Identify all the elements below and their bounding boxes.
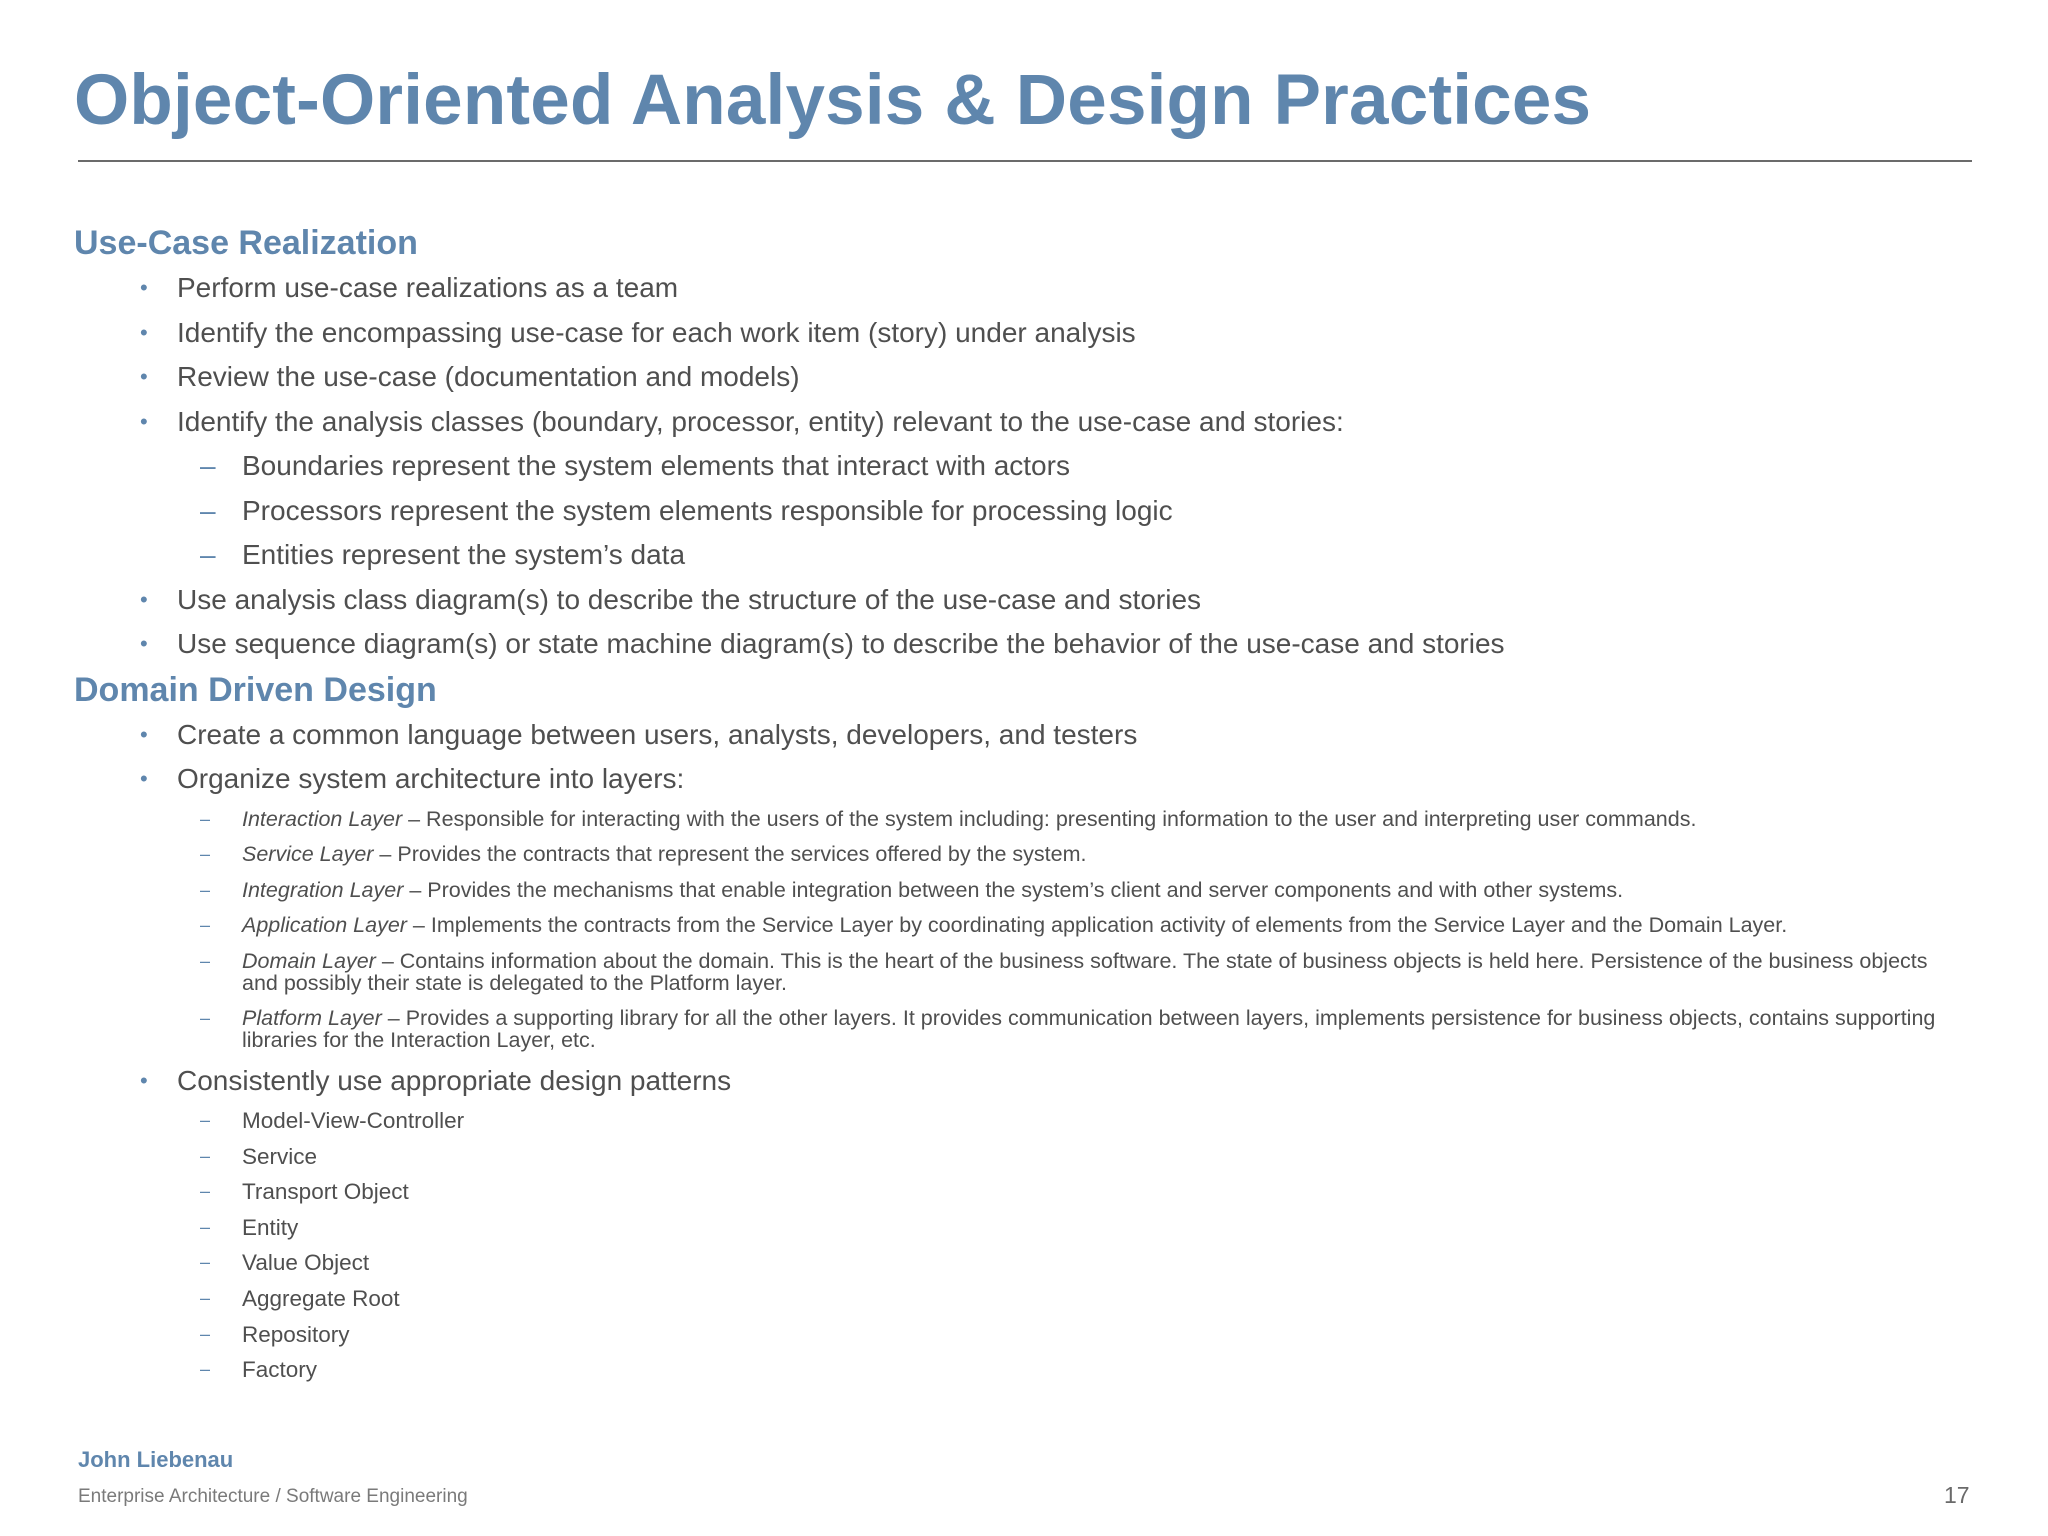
bullet-icon: •	[140, 319, 148, 345]
sub-item	[74, 489, 1974, 534]
bullet-icon: •	[140, 408, 148, 434]
pattern-item	[74, 1103, 1974, 1139]
layer-name: Platform Layer	[242, 1006, 382, 1030]
bullet-text: Consistently use appropriate design patterns	[177, 1064, 732, 1096]
bullet-item	[74, 1059, 1974, 1104]
sub-item-text: Processors represent the system elements responsible for processing logic	[242, 494, 1173, 526]
bullet-text: Use sequence diagram(s) or state machine diagram(s) to describe the behavior of the use-case and stories	[177, 628, 1505, 659]
patterns-sublist	[74, 1103, 1974, 1388]
pattern-text: Value Object	[242, 1250, 370, 1276]
layer-item	[74, 802, 1942, 838]
section-heading-ddd: Domain Driven Design	[74, 670, 437, 709]
bullet-item	[74, 355, 1974, 400]
layer-description: – Provides the contracts that represent the services offered by the system.	[373, 842, 1087, 866]
use-case-list-continued	[74, 578, 1974, 667]
layer-name: Domain Layer	[242, 948, 376, 973]
pattern-text: Entity	[242, 1214, 299, 1240]
pattern-text: Factory	[242, 1357, 318, 1383]
layer-item	[74, 944, 1942, 1002]
bullet-item	[74, 266, 1974, 311]
layer-name: Integration Layer	[242, 877, 404, 902]
dash-icon: –	[200, 950, 211, 971]
layer-item	[74, 1001, 1942, 1059]
bullet-icon: •	[140, 1067, 148, 1093]
pattern-item	[74, 1174, 1974, 1210]
bullet-item	[74, 400, 1974, 445]
dash-icon: –	[200, 1216, 211, 1237]
dash-icon: –	[200, 808, 211, 829]
bullet-item	[74, 757, 1974, 802]
layer-description: – Contains information about the domain. This is the heart of the business software. The state of business objects is held here. Persistence of the business objects and possibly their state is delegated to the Platform layer.	[242, 948, 1928, 995]
bullet-icon: •	[140, 766, 148, 791]
ddd-list	[74, 713, 1974, 802]
dash-icon: –	[200, 1252, 211, 1273]
bullet-text: Organize system architecture into layers:	[177, 763, 685, 794]
layers-sublist	[74, 802, 1974, 1059]
dash-icon: –	[200, 1181, 211, 1202]
pattern-item	[74, 1317, 1974, 1353]
dash-icon: –	[200, 844, 211, 864]
bullet-text: Identify the analysis classes (boundary, processor, entity) relevant to the use-case and stories:	[177, 405, 1344, 437]
bullet-icon: •	[140, 275, 148, 300]
dash-icon: –	[200, 450, 216, 481]
layer-description: – Provides a supporting library for all the other layers. It provides communication between layers, implements persistence for business objects, contains supporting libraries for the Interaction Layer, etc.	[242, 1006, 1936, 1052]
layer-description: – Implements the contracts from the Service Layer by coordinating application activity of elements from the Service Layer and the Domain Layer.	[406, 913, 1788, 937]
pattern-item	[74, 1281, 1974, 1317]
dash-icon: –	[200, 879, 211, 900]
dash-icon: –	[200, 915, 211, 935]
pattern-text: Repository	[242, 1321, 350, 1347]
pattern-item	[74, 1139, 1974, 1175]
pattern-text: Aggregate Root	[242, 1285, 400, 1311]
bullet-icon: •	[140, 586, 148, 612]
slide-title: Object-Oriented Analysis & Design Practices	[74, 61, 1592, 140]
layer-description: – Responsible for interacting with the users of the system including: presenting information to the user and interpreting user commands.	[402, 806, 1697, 831]
dash-icon: –	[200, 539, 216, 570]
layer-item	[74, 873, 1942, 909]
sub-item	[74, 533, 1974, 578]
footer-subtitle: Enterprise Architecture / Software Engineering	[78, 1486, 468, 1507]
dash-icon: –	[200, 494, 216, 526]
footer-author: John Liebenau	[78, 1447, 234, 1472]
bullet-text: Create a common language between users, analysts, developers, and testers	[177, 718, 1138, 750]
layer-item	[74, 908, 1942, 944]
bullet-text: Identify the encompassing use-case for each work item (story) under analysis	[177, 316, 1136, 348]
section-heading-use-case: Use-Case Realization	[74, 224, 418, 262]
sub-item-text: Boundaries represent the system elements that interact with actors	[242, 450, 1070, 481]
pattern-text: Model-View-Controller	[242, 1108, 465, 1133]
bullet-item	[74, 311, 1974, 356]
use-case-list	[74, 266, 1974, 444]
layer-name: Service Layer	[242, 842, 374, 866]
bullet-text: Perform use-case realizations as a team	[177, 272, 679, 303]
layer-name: Interaction Layer	[242, 806, 403, 831]
sub-item-text: Entities represent the system’s data	[242, 539, 686, 570]
ddd-list-continued	[74, 1059, 1974, 1104]
dash-icon: –	[200, 1323, 211, 1344]
pattern-item	[74, 1210, 1974, 1246]
dash-icon: –	[200, 1008, 211, 1028]
pattern-text: Transport Object	[242, 1179, 409, 1205]
pattern-text: Service	[242, 1143, 318, 1169]
bullet-item	[74, 713, 1974, 758]
layer-item	[74, 837, 1942, 873]
bullet-text: Review the use-case (documentation and models)	[177, 361, 800, 392]
dash-icon: –	[200, 1145, 211, 1166]
page-number: 17	[1944, 1482, 1970, 1508]
layer-name: Application Layer	[242, 913, 407, 937]
sub-item	[74, 444, 1974, 489]
bullet-text: Use analysis class diagram(s) to describe the structure of the use-case and stories	[177, 583, 1202, 615]
slide-content	[74, 220, 1974, 1388]
pattern-item	[74, 1245, 1974, 1281]
pattern-item	[74, 1352, 1974, 1388]
bullet-icon: •	[140, 364, 148, 389]
dash-icon: –	[200, 1359, 211, 1380]
bullet-icon: •	[140, 631, 148, 656]
analysis-classes-sublist	[74, 444, 1974, 578]
dash-icon: –	[200, 1287, 211, 1308]
layer-description: – Provides the mechanisms that enable integration between the system’s client and server components and with other systems.	[403, 877, 1624, 902]
dash-icon: –	[200, 1110, 211, 1130]
bullet-item	[74, 622, 1974, 667]
bullet-icon: •	[140, 721, 148, 747]
title-divider	[78, 160, 1972, 162]
bullet-item	[74, 578, 1974, 623]
